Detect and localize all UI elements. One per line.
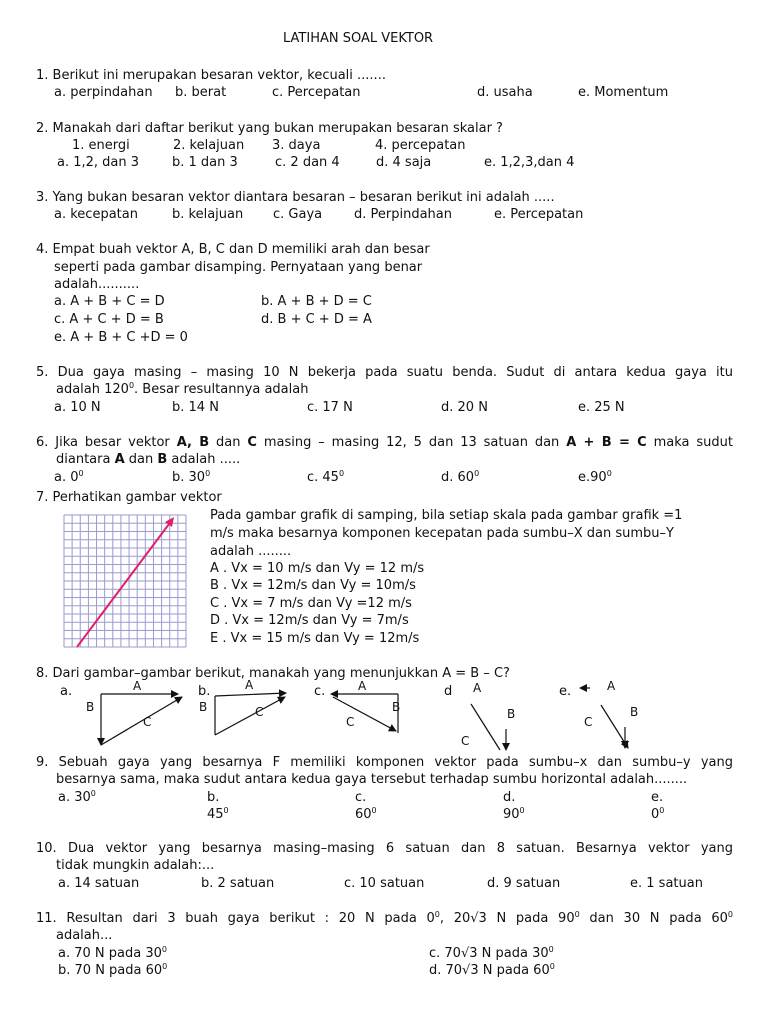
q8-label-b: B (86, 700, 95, 714)
q8-label-c: C (584, 715, 593, 729)
q11-stem-line: 11. Resultan dari 3 buah gaya berikut : 20 N pada $0^0$, 20√3 N pada $90^0$ dan 30 N pada $60^0$ (36, 910, 733, 926)
q2-item: 4. percepatan (375, 138, 466, 153)
q6-option-e: $e.90^0$ (578, 469, 612, 485)
q9-option-d-value: $90^0$ (503, 806, 525, 822)
q1-option-e: e. Momentum (578, 85, 669, 100)
q2-item: 1. energi (72, 138, 130, 153)
q8-stem: 8. Dari gambar–gambar berikut, manakah yang menunjukkan A = B – C? (36, 666, 510, 681)
q9-option-c-value: $60^0$ (355, 806, 377, 822)
q8-label-c: C (461, 734, 470, 748)
q4-option-a: a. A + B + C = D (54, 294, 165, 309)
q8-label-b: B (199, 700, 208, 714)
q9-option-e: e. (651, 790, 664, 805)
q10-option-e: e. 1 satuan (630, 876, 703, 891)
q9-option-c: c. (355, 790, 367, 805)
q4-stem-line: adalah.......... (54, 277, 140, 292)
q10-stem-line: 10. Dua vektor yang besarnya masing–masing 6 satuan dan 8 satuan. Besarnya vektor yang (36, 841, 733, 856)
q10-option-b: b. 2 satuan (201, 876, 275, 891)
q9-stem-line: besarnya sama, maka sudut antara kedua gaya tersebut terhadap sumbu horizontal adalah........ (56, 772, 688, 787)
q4-stem-line: 4. Empat buah vektor A, B, C dan D memiliki arah dan besar (36, 242, 430, 257)
q6-option-d: d. $60^0$ (441, 469, 480, 485)
q6-stem-line: diantara A dan B adalah ..... (56, 452, 241, 467)
q8-label-a: A (358, 679, 367, 693)
q8-label-b: B (507, 707, 516, 721)
q2-option-b: b. 1 dan 3 (172, 155, 238, 170)
q2-item: 3. daya (272, 138, 321, 153)
q7-description-line: Pada gambar grafik di samping, bila setiap skala pada gambar grafik =1 (210, 508, 683, 523)
q1-stem: 1. Berikut ini merupakan besaran vektor, kecuali ....... (36, 68, 386, 83)
q3-option-c: c. Gaya (273, 207, 323, 222)
q1-option-a: a. perpindahan (54, 85, 153, 100)
q9-stem-line: 9. Sebuah gaya yang besarnya F memiliki komponen vektor pada sumbu–x dan sumbu–y yang (36, 755, 733, 770)
q5-option-a: a. 10 N (54, 400, 101, 415)
q3-option-d: d. Perpindahan (354, 207, 453, 222)
q7-stem: 7. Perhatikan gambar vektor (36, 490, 222, 505)
q11-option-d: d. 70√3 N pada $60^0$ (429, 962, 555, 978)
q1-option-c: c. Percepatan (272, 85, 361, 100)
q10-option-c: c. 10 satuan (344, 876, 425, 891)
q8-label-b: B (392, 700, 401, 714)
q2-option-e: e. 1,2,3,dan 4 (484, 155, 575, 170)
q7-description-line: adalah ........ (210, 544, 292, 559)
q8-label-c: C (346, 715, 355, 729)
q11-option-b: b. 70 N pada $60^0$ (58, 962, 168, 978)
q8-option-b: b. (198, 684, 211, 699)
q11-option-c: c. 70√3 N pada $30^0$ (429, 945, 554, 961)
q8-label-a: A (245, 678, 254, 692)
q4-option-c: c. A + C + D = B (54, 312, 164, 327)
q8-diagram-d (461, 681, 515, 750)
q3-stem: 3. Yang bukan besaran vektor diantara besaran – besaran berikut ini adalah ..... (36, 190, 555, 205)
q7-option-c: C . Vx = 7 m/s dan Vy =12 m/s (210, 596, 412, 611)
page-title: LATIHAN SOAL VEKTOR (283, 31, 434, 46)
q6-stem-line: 6. Jika besar vektor A, B dan C masing – masing 12, 5 dan 13 satuan dan A + B = C maka sudut (36, 435, 733, 450)
q2-item: 2. kelajuan (173, 138, 245, 153)
q8-label-c: C (143, 715, 152, 729)
q7-description-line: m/s maka besarnya komponen kecepatan pada sumbu–X dan sumbu–Y (210, 526, 674, 541)
q8-option-e: e. (559, 684, 572, 699)
q8-label-a: A (473, 681, 482, 695)
q8-label-b: B (630, 705, 639, 719)
q2-option-d: d. 4 saja (376, 155, 432, 170)
q1-option-b: b. berat (175, 85, 227, 100)
q4-option-d: d. B + C + D = A (261, 312, 372, 327)
q2-stem: 2. Manakah dari daftar berikut yang bukan merupakan besaran skalar ? (36, 121, 503, 136)
q8-diagram-a (86, 679, 182, 745)
q11-option-a: a. 70 N pada $30^0$ (58, 945, 167, 961)
q7-option-b: B . Vx = 12m/s dan Vy = 10m/s (210, 578, 416, 593)
q5-option-b: b. 14 N (172, 400, 219, 415)
q8-option-c: c. (314, 684, 326, 699)
q5-option-e: e. 25 N (578, 400, 625, 415)
q5-option-d: d. 20 N (441, 400, 488, 415)
q3-option-a: a. kecepatan (54, 207, 138, 222)
q6-option-c: c. $45^0$ (307, 469, 345, 485)
q5-option-c: c. 17 N (307, 400, 353, 415)
q9-option-d: d. (503, 790, 516, 805)
q6-option-b: b. $30^0$ (172, 469, 211, 485)
q2-option-c: c. 2 dan 4 (275, 155, 340, 170)
q4-option-e: e. A + B + C +D = 0 (54, 330, 188, 345)
q1-option-d: d. usaha (477, 85, 533, 100)
q7-option-d: D . Vx = 12m/s dan Vy = 7m/s (210, 613, 409, 628)
q10-stem-line: tidak mungkin adalah:... (56, 858, 215, 873)
q4-stem-line: seperti pada gambar disamping. Pernyataan yang benar (54, 260, 423, 275)
q9-option-b-value: $45^0$ (207, 806, 229, 822)
q7-option-e: E . Vx = 15 m/s dan Vy = 12m/s (210, 631, 420, 646)
q9-option-e-value: $0^0$ (651, 806, 665, 822)
q8-diagram-b (199, 678, 286, 735)
q8-label-a: A (133, 679, 142, 693)
q11-stem-line: adalah... (56, 928, 113, 943)
q4-option-b: b. A + B + D = C (261, 294, 372, 309)
q9-option-a: a. $30^0$ (58, 789, 96, 805)
q10-option-d: d. 9 satuan (487, 876, 561, 891)
q8-label-a: A (607, 679, 616, 693)
q8-diagram-e (580, 679, 638, 748)
q5-stem-line: adalah $120^0$. Besar resultannya adalah (56, 381, 309, 397)
q9-option-b: b. (207, 790, 220, 805)
q8-label-c: C (255, 705, 264, 719)
q5-stem-line: 5. Dua gaya masing – masing 10 N bekerja pada suatu benda. Sudut di antara kedua gaya itu (36, 365, 733, 380)
q8-option-d: d (444, 684, 453, 699)
q7-option-a: A . Vx = 10 m/s dan Vy = 12 m/s (210, 561, 425, 576)
q8-diagram-c (331, 679, 400, 733)
q8-option-a: a. (60, 684, 73, 699)
q2-option-a: a. 1,2, dan 3 (57, 155, 140, 170)
q10-option-a: a. 14 satuan (58, 876, 140, 891)
q3-option-b: b. kelajuan (172, 207, 244, 222)
q3-option-e: e. Percepatan (494, 207, 584, 222)
q6-option-a: a. $0^0$ (54, 469, 84, 485)
